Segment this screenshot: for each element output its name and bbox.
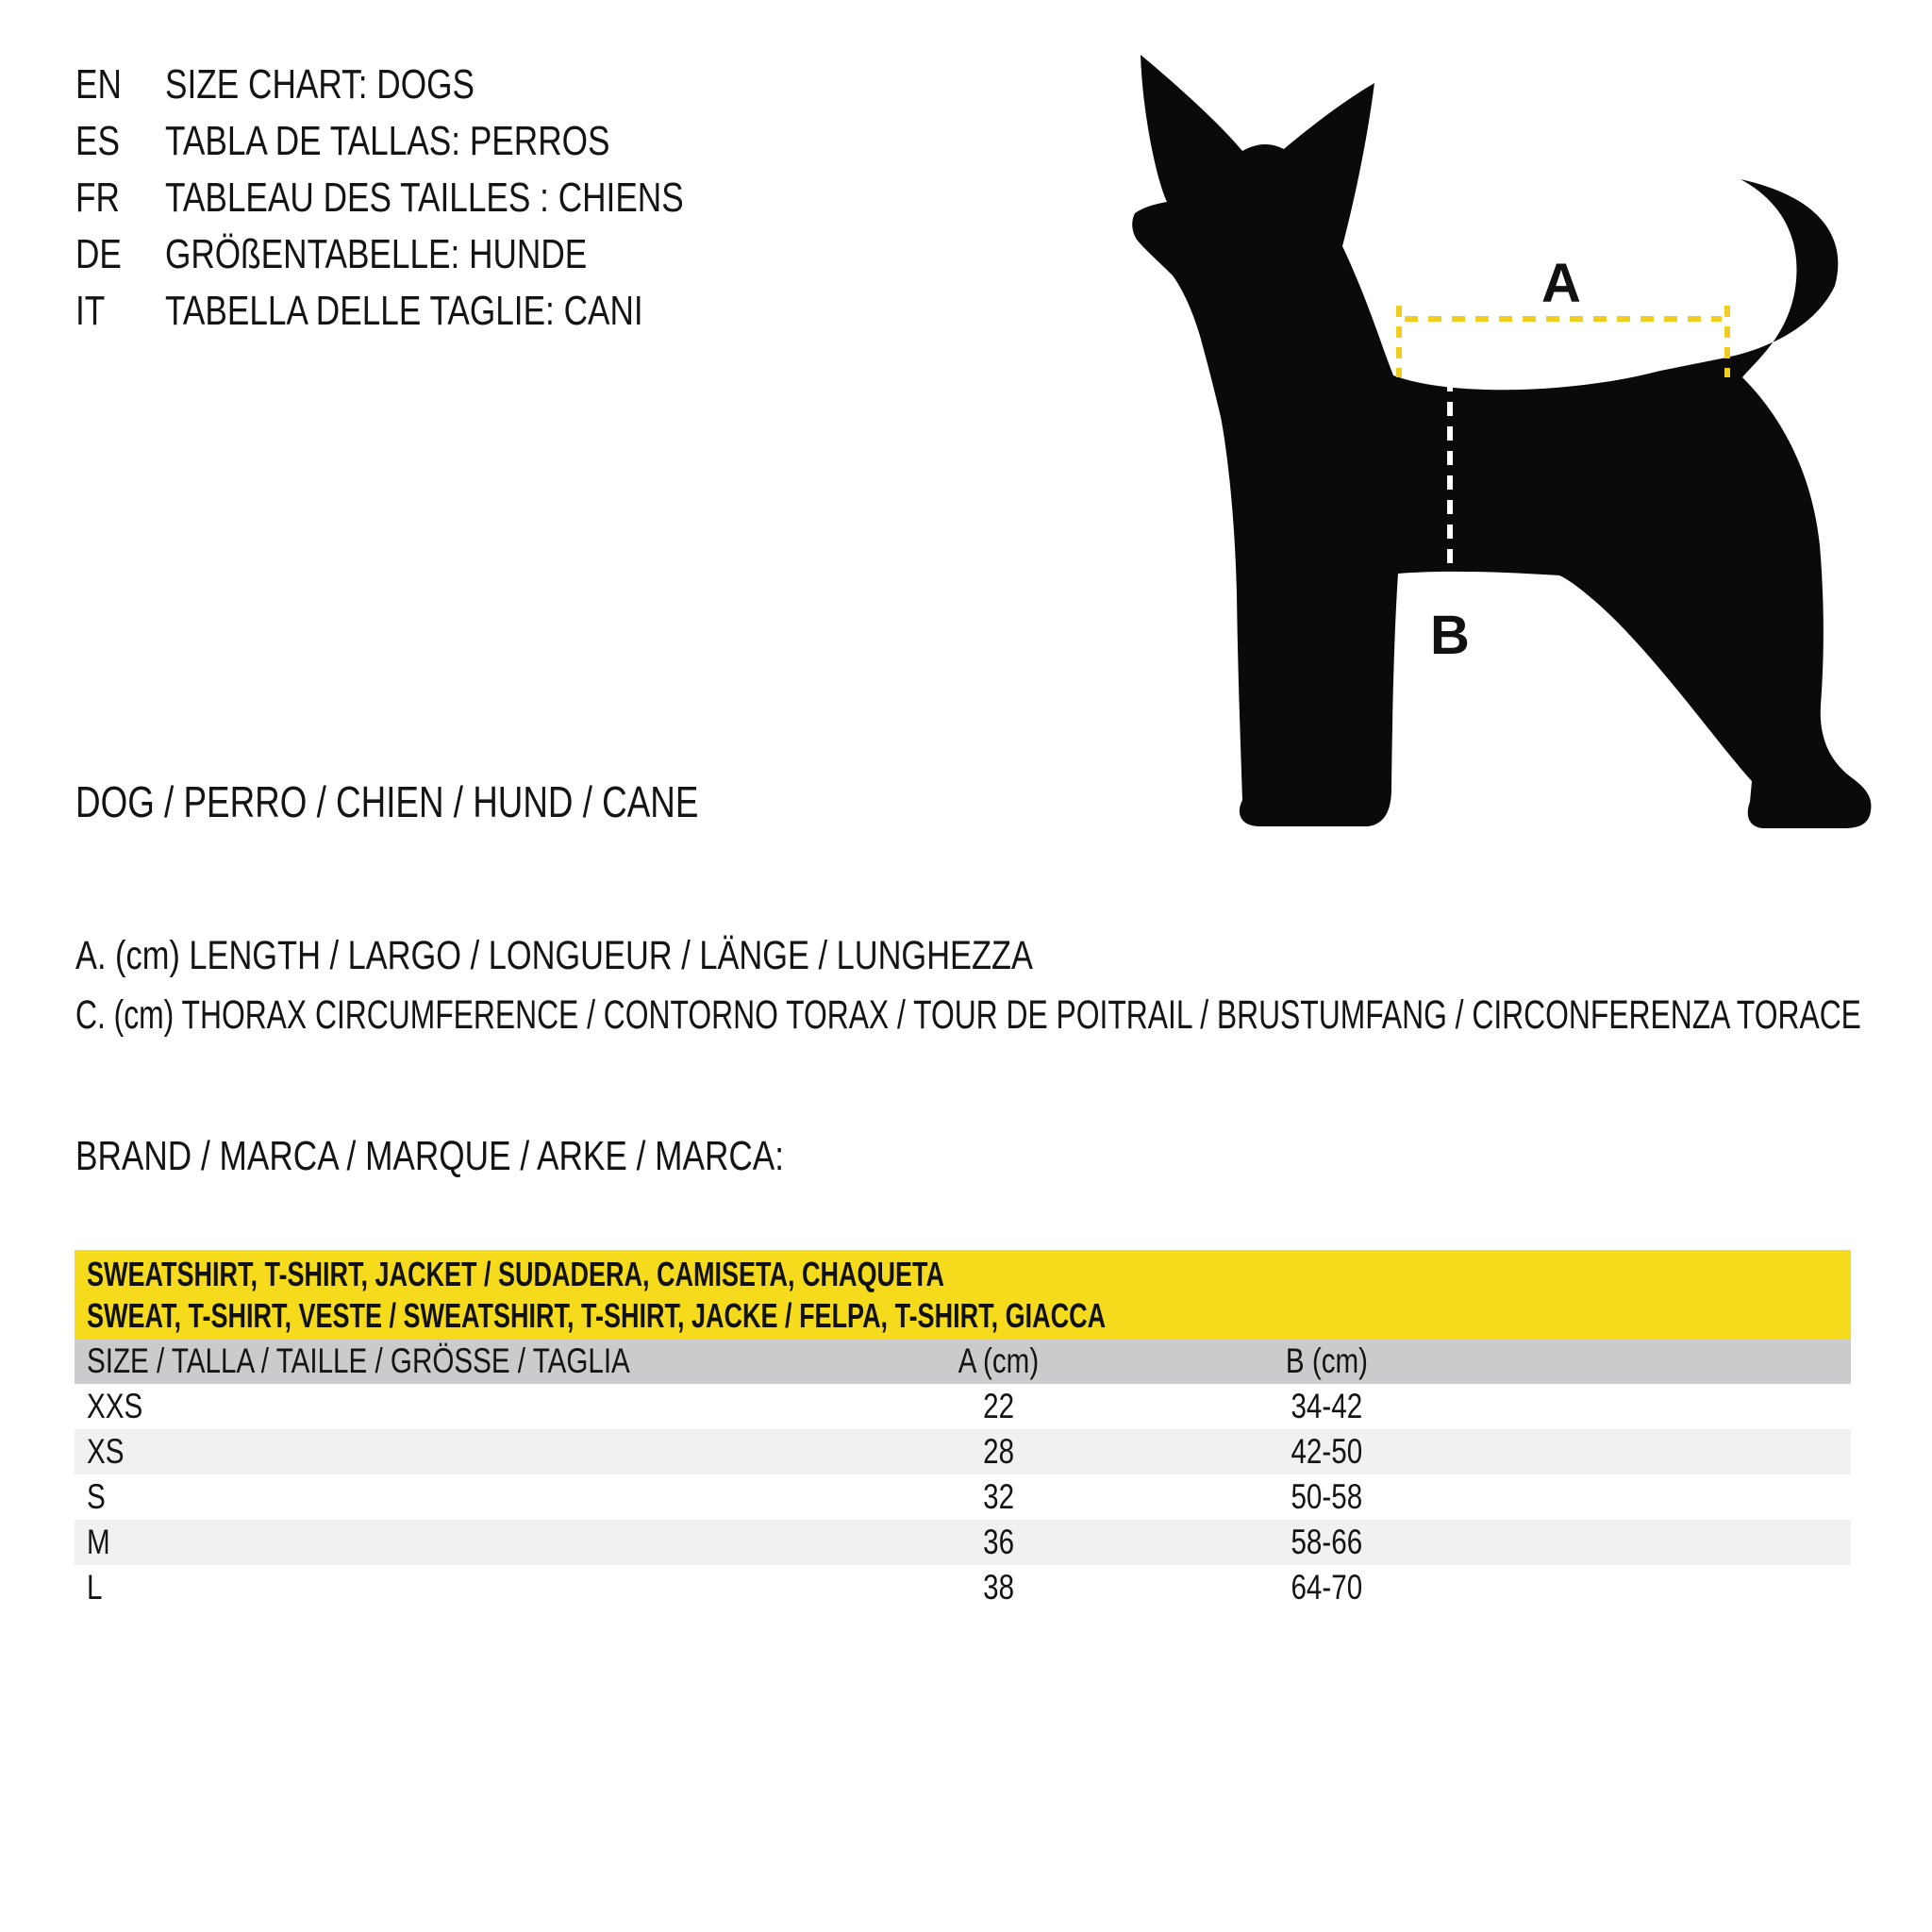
language-row-it [75, 283, 813, 340]
header-b-label: B (cm) [1285, 1341, 1369, 1380]
language-title: TABLEAU DES TAILLES : CHIENS [165, 175, 684, 221]
language-row-fr [75, 170, 813, 226]
language-title: SIZE CHART: DOGS [165, 61, 475, 108]
garment-banner-line1: SWEATSHIRT, T-SHIRT, JACKET / SUDADERA, CAMISETA, CHAQUETA [87, 1255, 945, 1293]
dog-measurement-diagram [1127, 45, 1901, 838]
b-value-cell: 64-70 [1291, 1568, 1363, 1607]
garment-banner-line2-wrap [87, 1295, 1851, 1337]
brand-line-text: BRAND / MARCA / MARQUE / ARKE / MARCA: [75, 1133, 785, 1179]
a-value-cell: 22 [982, 1387, 1014, 1425]
language-code: EN [75, 61, 122, 108]
language-row-es [75, 113, 813, 170]
measure-b-label: B [1430, 605, 1470, 666]
language-title-list [75, 57, 813, 340]
size-cell: XXS [87, 1387, 143, 1425]
garment-banner-line2: SWEAT, T-SHIRT, VESTE / SWEATSHIRT, T-SHIRT, JACKE / FELPA, T-SHIRT, GIACCA [87, 1296, 1107, 1335]
table-row-l [75, 1565, 1851, 1610]
header-size-label: SIZE / TALLA / TAILLE / GRÖSSE / TAGLIA [87, 1341, 630, 1380]
brand-line [75, 1128, 961, 1185]
language-row-de [75, 226, 813, 283]
dog-silhouette-svg [1127, 45, 1901, 838]
dog-silhouette [1132, 55, 1871, 828]
language-title: GRÖßENTABELLE: HUNDE [165, 231, 588, 277]
a-value-cell: 28 [982, 1432, 1014, 1471]
a-value-cell: 36 [982, 1523, 1014, 1561]
a-value-cell: 32 [982, 1477, 1014, 1516]
header-a-label: A (cm) [958, 1341, 1039, 1380]
table-row-s [75, 1474, 1851, 1520]
language-title: TABELLA DELLE TAGLIE: CANI [165, 288, 643, 334]
size-cell: L [87, 1568, 103, 1607]
language-row-en [75, 57, 813, 113]
table-row-xs [75, 1429, 1851, 1474]
b-value-cell: 50-58 [1291, 1477, 1363, 1516]
language-code: FR [75, 175, 120, 221]
size-cell: XS [87, 1432, 125, 1471]
b-value-cell: 42-50 [1291, 1432, 1363, 1471]
garment-banner-line1-wrap [87, 1254, 1851, 1295]
legend-line-a [75, 929, 1273, 982]
language-code: DE [75, 231, 122, 277]
size-cell: M [87, 1523, 110, 1561]
table-row-xxs [75, 1384, 1851, 1429]
b-value-cell: 58-66 [1291, 1523, 1363, 1561]
language-code: ES [75, 118, 120, 164]
legend-line-c-text: C. (cm) THORAX CIRCUMFERENCE / CONTORNO TORAX / TOUR DE POITRAIL / BRUSTUMFANG / CIRCONFERENZA TORACE [75, 992, 1861, 1038]
animal-caption [75, 774, 855, 830]
language-code: IT [75, 288, 106, 334]
a-value-cell: 38 [982, 1568, 1014, 1607]
b-value-cell: 34-42 [1291, 1387, 1363, 1425]
animal-caption-text: DOG / PERRO / CHIEN / HUND / CANE [75, 777, 699, 826]
legend-line-c [75, 989, 1932, 1041]
measure-a-label: A [1541, 253, 1581, 314]
language-title: TABLA DE TALLAS: PERROS [165, 118, 610, 164]
table-header-row [75, 1339, 1851, 1384]
size-table [75, 1250, 1851, 1610]
size-cell: S [87, 1477, 106, 1516]
table-row-m [75, 1520, 1851, 1565]
legend-line-a-text: A. (cm) LENGTH / LARGO / LONGUEUR / LÄNGE / LUNGHEZZA [75, 933, 1033, 978]
garment-banner [75, 1250, 1851, 1339]
